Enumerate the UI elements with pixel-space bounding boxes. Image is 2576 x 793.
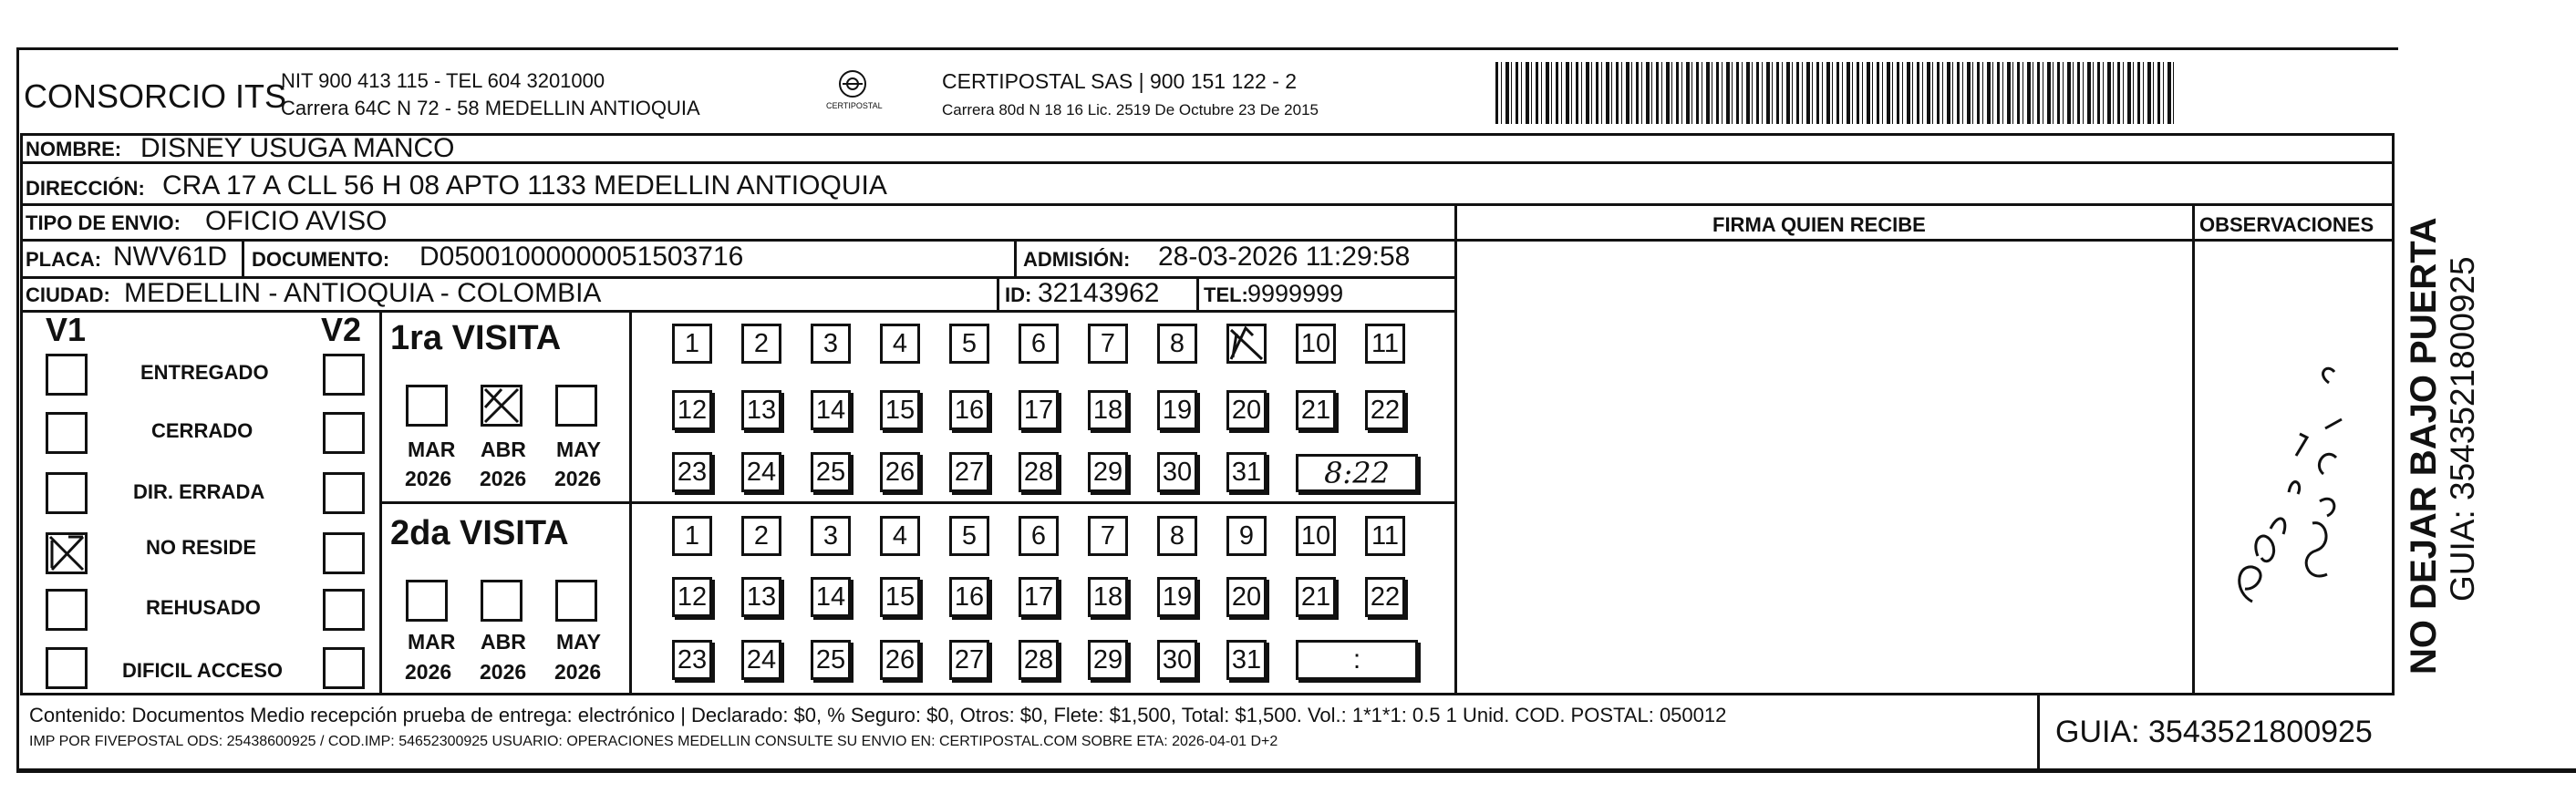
visit2-day[interactable]: 15 <box>880 577 920 617</box>
status-rehusado: REHUSADO <box>146 596 261 619</box>
visit1-day[interactable]: 13 <box>741 390 781 430</box>
visit2-day[interactable]: 24 <box>741 640 781 680</box>
visit2-day[interactable]: 23 <box>672 640 712 680</box>
v2-label: V2 <box>321 311 362 348</box>
visit2-day[interactable]: 26 <box>880 640 920 680</box>
visit1-day[interactable]: 7 <box>1088 324 1128 364</box>
visit1-day[interactable]: 11 <box>1365 324 1405 364</box>
visit2-day[interactable]: 21 <box>1296 577 1336 617</box>
certipostal-name: CERTIPOSTAL SAS | 900 151 122 - 2 <box>942 69 1298 93</box>
frame-bottom-line <box>16 768 2576 773</box>
tipo-envio-value: OFICIO AVISO <box>205 206 388 236</box>
visit1-day[interactable]: 4 <box>880 324 920 364</box>
status-no-reside: NO RESIDE <box>146 536 257 559</box>
ciudad-value: MEDELLIN - ANTIOQUIA - COLOMBIA <box>124 278 602 308</box>
visit2-day[interactable]: 12 <box>672 577 712 617</box>
visit1-day[interactable]: 20 <box>1226 390 1267 430</box>
v1-checkbox-no-reside[interactable] <box>46 532 88 574</box>
documento-value: D05001000000051503716 <box>419 242 744 272</box>
visit2-time-separator: : <box>1352 644 1361 675</box>
visit1-day[interactable]: 18 <box>1088 390 1128 430</box>
visit1-title: 1ra VISITA <box>390 319 562 357</box>
visit1-month-label-mar: MAR <box>408 438 456 461</box>
visit1-time-handwritten: 8:22 <box>1324 456 1390 490</box>
visit1-day[interactable]: 10 <box>1296 324 1336 364</box>
visit1-day[interactable]: 29 <box>1088 452 1128 492</box>
placa-value: NWV61D <box>113 242 228 272</box>
visit2-day[interactable]: 29 <box>1088 640 1128 680</box>
col-line <box>242 239 244 276</box>
visit1-year-may: 2026 <box>554 467 602 490</box>
col-line <box>1196 276 1199 310</box>
v1-checkbox-dir-errada[interactable] <box>46 472 88 514</box>
visit2-month-label-may: MAY <box>556 630 601 654</box>
visit2-day[interactable]: 18 <box>1088 577 1128 617</box>
visit2-title: 2da VISITA <box>390 514 569 552</box>
col-line <box>1454 203 1457 695</box>
visit1-day[interactable]: 23 <box>672 452 712 492</box>
nombre-label: NOMBRE: <box>26 138 122 160</box>
status-entregado: ENTREGADO <box>140 361 269 384</box>
visit1-day[interactable]: 6 <box>1019 324 1059 364</box>
status-cerrado: CERRADO <box>151 419 253 442</box>
visit1-day[interactable]: 15 <box>880 390 920 430</box>
logo-caption: CERTIPOSTAL <box>826 101 883 110</box>
visit2-day[interactable]: 27 <box>949 640 989 680</box>
v2-checkbox-dificil-acceso[interactable] <box>323 647 365 689</box>
frame-top-line <box>18 47 2398 50</box>
visit2-day[interactable]: 19 <box>1157 577 1197 617</box>
row-line <box>20 310 1456 313</box>
visit1-day[interactable]: 31 <box>1226 452 1267 492</box>
tel-label: TEL: <box>1204 283 1248 306</box>
visit2-day[interactable]: 16 <box>949 577 989 617</box>
visit1-day[interactable]: 16 <box>949 390 989 430</box>
visit2-day[interactable]: 13 <box>741 577 781 617</box>
admision-value: 28-03-2026 11:29:58 <box>1158 242 1411 272</box>
visit2-day[interactable]: 2 <box>741 516 781 556</box>
visit2-month-label-mar: MAR <box>408 630 456 654</box>
visit2-day[interactable]: 3 <box>811 516 851 556</box>
visit1-day[interactable]: 30 <box>1157 452 1197 492</box>
footer-content-line: Contenido: Documentos Medio recepción prueba de entrega: electrónico | Declarado: $0, % Seguro: $0, Otros: $0, Flete: $1,500, Total: $1,500. Vol.: 1*1*1: 0.5 1 Unid. COD. POSTAL: 050012 <box>29 704 1727 726</box>
check-mark-icon <box>48 535 85 572</box>
company-nit: NIT 900 413 115 - TEL 604 3201000 <box>281 69 605 92</box>
company-address: Carrera 64C N 72 - 58 MEDELLIN ANTIOQUIA <box>281 97 700 119</box>
visit2-day[interactable]: 5 <box>949 516 989 556</box>
visit2-day[interactable]: 4 <box>880 516 920 556</box>
visit2-year-mar: 2026 <box>405 660 452 684</box>
visit2-month-label-abr: ABR <box>481 630 526 654</box>
v1-checkbox-cerrado[interactable] <box>46 412 88 454</box>
visit2-day[interactable]: 6 <box>1019 516 1059 556</box>
placa-label: PLACA: <box>26 248 102 271</box>
tipo-envio-label: TIPO DE ENVIO: <box>26 211 181 234</box>
visit1-month-may[interactable] <box>555 385 597 427</box>
visit2-day[interactable]: 22 <box>1365 577 1405 617</box>
visit1-time-field[interactable] <box>1296 454 1418 492</box>
nombre-value: DISNEY USUGA MANCO <box>140 133 455 163</box>
direccion-value: CRA 17 A CLL 56 H 08 APTO 1133 MEDELLIN ANTIOQUIA <box>162 170 887 201</box>
visit1-month-mar[interactable] <box>406 385 448 427</box>
visit2-month-mar[interactable] <box>406 580 448 622</box>
visit1-month-abr[interactable] <box>481 385 522 427</box>
no-dejar-bajo-puerta: NO DEJAR BAJO PUERTA <box>2404 217 2444 675</box>
col-line <box>997 276 999 310</box>
visit2-day[interactable]: 17 <box>1019 577 1059 617</box>
footer-guia-divider <box>2037 695 2040 768</box>
tel-value: 9999999 <box>1247 280 1344 307</box>
visit1-day[interactable]: 21 <box>1296 390 1336 430</box>
check-mark-icon <box>1229 326 1264 361</box>
visit2-day[interactable]: 14 <box>811 577 851 617</box>
visit2-day[interactable]: 8 <box>1157 516 1197 556</box>
side-guia: GUIA: 3543521800925 <box>2444 256 2481 602</box>
col-line <box>2192 203 2195 695</box>
visit1-month-label-abr: ABR <box>481 438 526 461</box>
company-name: CONSORCIO ITS <box>24 77 287 115</box>
footer-imp-line: IMP POR FIVEPOSTAL ODS: 25438600925 / COD.IMP: 54652300925 USUARIO: OPERACIONES MEDELLIN CONSULTE SU ENVIO EN: CERTIPOSTAL.COM SOBRE ETA: 2026-04-01 D+2 <box>29 734 1278 749</box>
visit1-day[interactable]: 19 <box>1157 390 1197 430</box>
visit1-day[interactable]: 14 <box>811 390 851 430</box>
visit1-day[interactable]: 12 <box>672 390 712 430</box>
v2-checkbox-cerrado[interactable] <box>323 412 365 454</box>
visit2-day[interactable]: 10 <box>1296 516 1336 556</box>
status-dir-errada: DIR. ERRADA <box>133 480 265 503</box>
firma-header: FIRMA QUIEN RECIBE <box>1712 213 1926 236</box>
v1-label: V1 <box>46 311 87 348</box>
visit2-day[interactable]: 20 <box>1226 577 1267 617</box>
visit2-day[interactable]: 31 <box>1226 640 1267 680</box>
visit2-day[interactable]: 7 <box>1088 516 1128 556</box>
visit1-day[interactable]: 22 <box>1365 390 1405 430</box>
visit-separator-line <box>379 501 1455 504</box>
admision-label: ADMISIÓN: <box>1023 248 1131 271</box>
footer-guia: GUIA: 3543521800925 <box>2055 715 2373 749</box>
visit1-day[interactable]: 1 <box>672 324 712 364</box>
visit1-day[interactable]: 8 <box>1157 324 1197 364</box>
col-line <box>1014 239 1017 276</box>
id-label: ID: <box>1005 283 1032 306</box>
v2-checkbox-dir-errada[interactable] <box>323 472 365 514</box>
visit2-day[interactable]: 28 <box>1019 640 1059 680</box>
v1-checkbox-rehusado[interactable] <box>46 589 88 631</box>
check-mark-icon <box>483 387 520 424</box>
v2-checkbox-entregado[interactable] <box>323 354 365 396</box>
visit2-month-abr[interactable] <box>481 580 522 622</box>
visit2-time-field[interactable] <box>1296 640 1418 680</box>
handwritten-signature <box>2225 355 2362 611</box>
visit1-day[interactable]: 28 <box>1019 452 1059 492</box>
visit2-year-abr: 2026 <box>480 660 527 684</box>
visit2-day[interactable]: 11 <box>1365 516 1405 556</box>
v2-checkbox-rehusado[interactable] <box>323 589 365 631</box>
visit1-day[interactable]: 3 <box>811 324 851 364</box>
visit1-day[interactable]: 24 <box>741 452 781 492</box>
visit1-day[interactable]: 27 <box>949 452 989 492</box>
visit1-day[interactable]: 25 <box>811 452 851 492</box>
visit1-year-mar: 2026 <box>405 467 452 490</box>
visit2-day[interactable]: 30 <box>1157 640 1197 680</box>
visit1-day[interactable]: 5 <box>949 324 989 364</box>
visit1-day[interactable]: 2 <box>741 324 781 364</box>
v1-checkbox-dificil-acceso[interactable] <box>46 647 88 689</box>
visit1-day-checked[interactable] <box>1226 324 1267 364</box>
certipostal-license: Carrera 80d N 18 16 Lic. 2519 De Octubre 23 De 2015 <box>942 101 1319 118</box>
status-dificil-acceso: DIFICIL ACCESO <box>122 659 284 682</box>
visit1-year-abr: 2026 <box>480 467 527 490</box>
visit2-day[interactable]: 25 <box>811 640 851 680</box>
documento-label: DOCUMENTO: <box>252 248 390 271</box>
visit2-day[interactable]: 9 <box>1226 516 1267 556</box>
visit1-day[interactable]: 17 <box>1019 390 1059 430</box>
v2-checkbox-no-reside[interactable] <box>323 532 365 574</box>
v1-checkbox-entregado[interactable] <box>46 354 88 396</box>
ciudad-label: CIUDAD: <box>26 283 110 306</box>
id-value: 32143962 <box>1038 278 1160 308</box>
direccion-label: DIRECCIÓN: <box>26 177 145 200</box>
barcode <box>1495 62 2175 124</box>
observaciones-header: OBSERVACIONES <box>2199 213 2374 236</box>
visit2-month-may[interactable] <box>555 580 597 622</box>
visit1-day[interactable]: 26 <box>880 452 920 492</box>
visit2-day[interactable]: 1 <box>672 516 712 556</box>
frame-left-line <box>16 47 19 772</box>
visit2-year-may: 2026 <box>554 660 602 684</box>
visit1-month-label-may: MAY <box>556 438 601 461</box>
